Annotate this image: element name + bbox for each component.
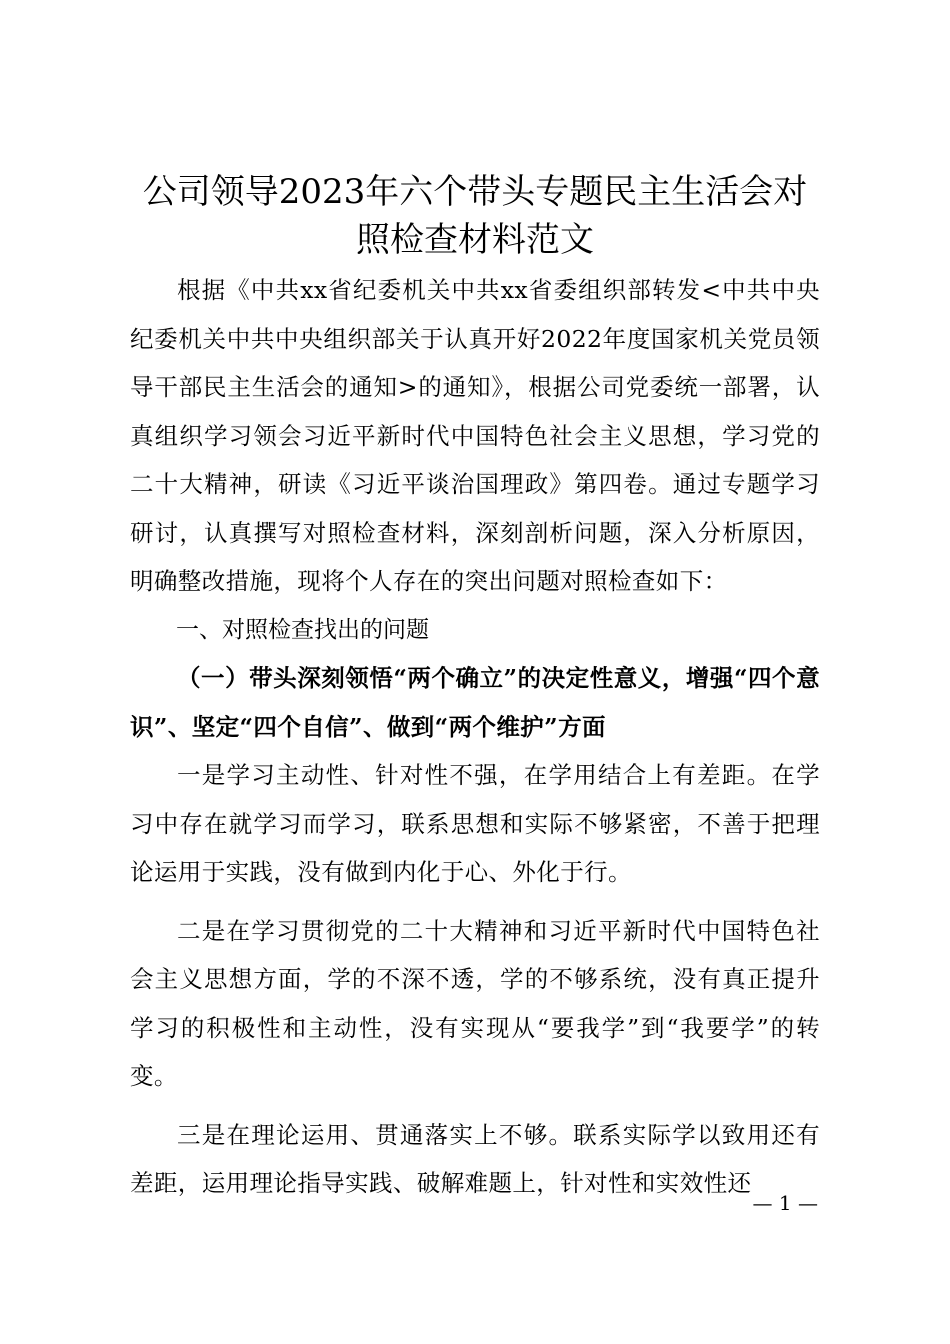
- title-line-1: 公司领导2023年六个带头专题民主生活会对: [142, 172, 808, 212]
- point-two-paragraph: 二是在学习贯彻党的二十大精神和习近平新时代中国特色社会主义思想方面，学的不深不透，学的不够系统，没有真正提升学习的积极性和主动性，没有实现从“要我学”到“我要学”的转变。: [130, 916, 820, 1090]
- document-page: [130, 168, 820, 1208]
- point-three-paragraph: 三是在理论运用、贯通落实上不够。联系实际学以致用还有差距，运用理论指导实践、破解难题上，针对性和实效性还: [130, 1120, 820, 1197]
- subsection-heading: （一）带头深刻领悟“两个确立”的决定性意义，增强“四个意识”、坚定“四个自信”、做到“两个维护”方面: [130, 664, 820, 741]
- intro-paragraph: 根据《中共xx省纪委机关中共xx省委组织部转发<中共中央纪委机关中共中央组织部关于认真开好2022年度国家机关党员领导干部民主生活会的通知>的通知》，根据公司党委统一部署，认真组织学习领会习近平新时代中国特色社会主义思想，学习党的二十大精神，研读《习近平谈治国理政》第四卷。通过专题学习研讨，认真撰写对照检查材料，深刻剖析问题，深入分析原因，明确整改措施，现将个人存在的突出问题对照检查如下：: [130, 276, 820, 595]
- point-one-paragraph: 一是学习主动性、针对性不强，在学用结合上有差距。在学习中存在就学习而学习，联系思想和实际不够紧密，不善于把理论运用于实践，没有做到内化于心、外化于行。: [130, 761, 820, 886]
- title-line-2: 照检查材料范文: [356, 220, 594, 260]
- section-heading: 一、对照检查找出的问题: [176, 616, 429, 643]
- page-number: — 1 —: [752, 1191, 818, 1215]
- document-title: [130, 168, 820, 264]
